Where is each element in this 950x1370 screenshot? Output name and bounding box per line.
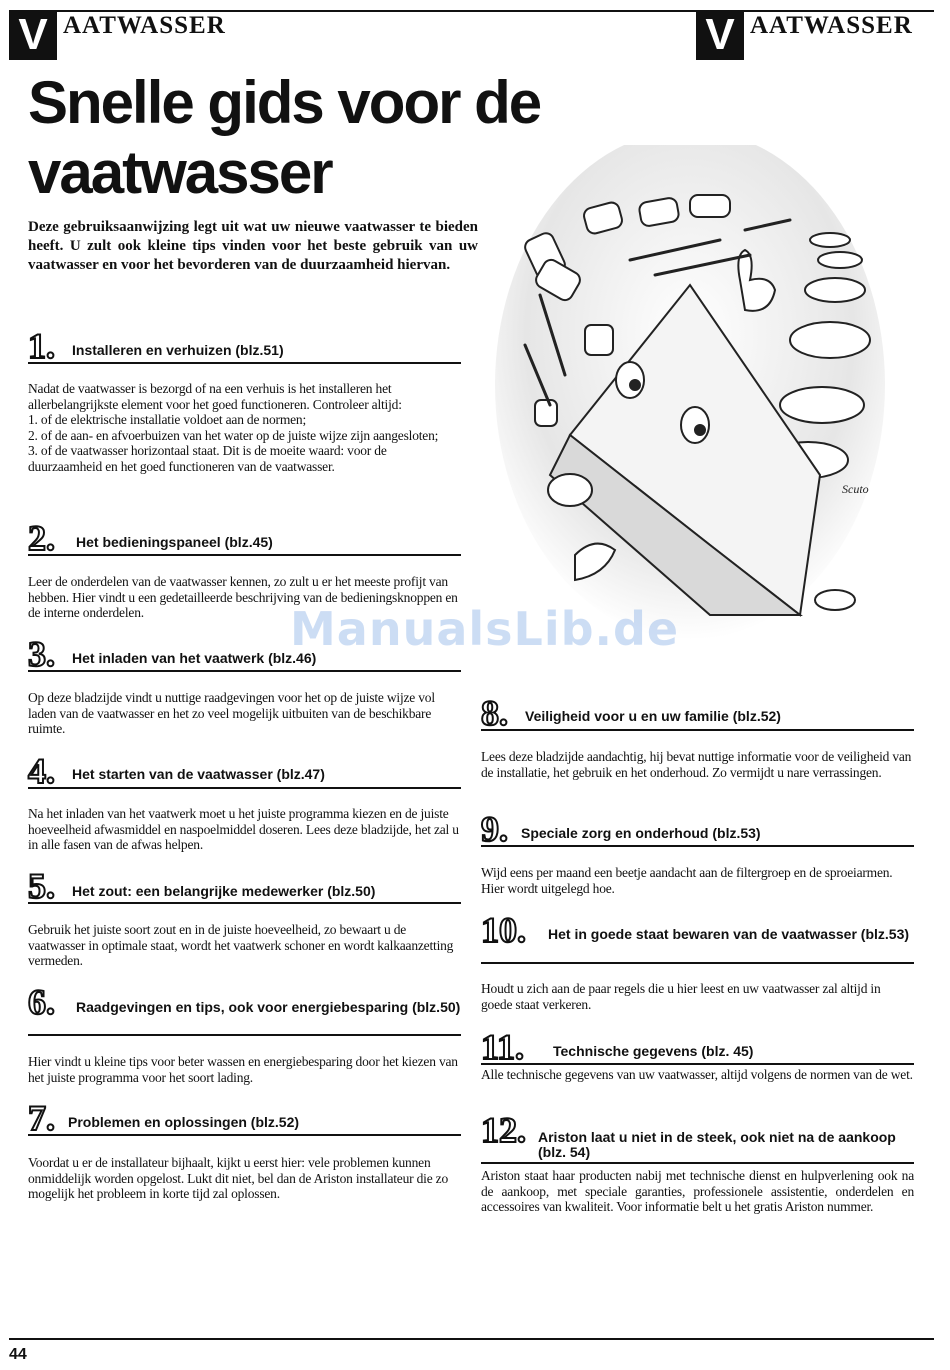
section-10-body: Houdt u zich aan de paar regels die u hier leest en uw vaatwasser zal altijd in goede staat verkeren. bbox=[481, 981, 881, 1012]
section-8-body: Lees deze bladzijde aandachtig, hij bevat nuttige informatie voor de veiligheid van de installatie, het gebruik en het onderhoud. Zo vermijdt u nare verrassingen. bbox=[481, 749, 912, 780]
section-3-title: Het inladen van het vaatwerk (blz.46) bbox=[72, 650, 317, 666]
section-3-body: Op deze bladzijde vindt u nuttige raadgevingen voor het op de juiste wijze vol laden van de vaatwasser en het zo veel mogelijk uitbuiten van de beschikbare ruimte. bbox=[28, 690, 435, 736]
section-4-body: Na het inladen van het vaatwerk moet u het juiste programma kiezen en de juiste hoeveelheid afwasmiddel en naspoelmiddel doseren. Lees deze bladzijde, het zal u in alle fasen van de afwas helpen. bbox=[28, 806, 459, 852]
section-2-number: 2. bbox=[28, 518, 55, 558]
section-11-body: Alle technische gegevens van uw vaatwasser, altijd volgens de normen van de wet. bbox=[481, 1067, 913, 1082]
header-letter-left: V bbox=[9, 10, 57, 60]
page-title-line2: vaatwasser bbox=[28, 139, 332, 206]
section-5-body: Gebruik het juiste soort zout en in de juiste hoeveelheid, zo bewaart u de vaatwasser in optimale staat, wordt het vaatwerk schoner en wordt kalkaanzetting vermeden. bbox=[28, 922, 454, 968]
section-2-body: Leer de onderdelen van de vaatwasser kennen, zo zult u er het meeste profijt van hebben. Hier vindt u een gedetailleerde beschrijving van de bedieningsknoppen en de interne onderdelen. bbox=[28, 574, 458, 620]
section-6-number: 6. bbox=[28, 982, 55, 1022]
section-2-title: Het bedieningspaneel (blz.45) bbox=[76, 534, 273, 550]
section-4-heading bbox=[28, 751, 461, 789]
header-text-left: AATWASSER bbox=[63, 12, 226, 39]
intro-paragraph: Deze gebruiksaanwijzing legt uit wat uw nieuwe vaatwasser te bieden heeft. U zult ook kleine tips vinden voor het beste gebruik van uw vaatwasser en voor het bevorderen van de duurzaamheid hiervan. bbox=[28, 219, 478, 273]
section-5-title: Het zout: een belangrijke medewerker (blz.50) bbox=[72, 883, 376, 899]
section-9-title: Speciale zorg en onderhoud (blz.53) bbox=[521, 825, 761, 841]
page-number: 44 bbox=[9, 1346, 27, 1363]
section-8-title: Veiligheid voor u en uw familie (blz.52) bbox=[525, 708, 781, 724]
bottom-rule bbox=[9, 1338, 934, 1340]
section-1-title: Installeren en verhuizen (blz.51) bbox=[72, 342, 284, 358]
section-2-heading bbox=[28, 518, 461, 556]
watermark: ManualsLib.de bbox=[290, 602, 680, 656]
header-letter-right: V bbox=[696, 10, 744, 60]
section-10-heading bbox=[481, 910, 914, 964]
section-11-number: 11. bbox=[481, 1027, 525, 1067]
section-7-heading bbox=[28, 1098, 461, 1136]
section-10-title: Het in goede staat bewaren van de vaatwasser (blz.53) bbox=[548, 926, 910, 942]
section-1-body: Nadat de vaatwasser is bezorgd of na een verhuis is het installeren het allerbelangrijkste element voor het goed functioneren. Controleer altijd: 1. of de elektrische installatie voldoet aan de normen; 2. of de aan- en afvoerbuizen van het water op de juiste wijze zijn aangesloten; 3. of de vaatwasser horizontaal staat. Dit is de moeite waard: voor de duurzaamheid en het goed functioneren van de vaatwasser. bbox=[28, 381, 439, 474]
section-6-heading bbox=[28, 982, 461, 1036]
section-5-heading bbox=[28, 866, 461, 904]
section-6-body: Hier vindt u kleine tips voor beter wassen en energiebesparing door het kiezen van het juiste programma voor het soort lading. bbox=[28, 1054, 458, 1085]
section-3-heading bbox=[28, 634, 461, 672]
section-1-heading bbox=[28, 326, 461, 364]
illustration-signature: Scuto bbox=[842, 482, 869, 496]
section-7-number: 7. bbox=[28, 1098, 55, 1138]
section-4-number: 4. bbox=[28, 751, 55, 791]
header-text-right: AATWASSER bbox=[750, 12, 913, 39]
section-9-heading bbox=[481, 809, 914, 847]
section-8-number: 8. bbox=[481, 693, 508, 733]
section-12-body: Ariston staat haar producten nabij met technische dienst en hulpverlening ook na de aankoop, met speciale garanties, professionele assistentie, onderdelen en accessoires van kwaliteit. Voor informatie belt u het gratis Ariston nummer. bbox=[481, 1168, 914, 1214]
section-6-title: Raadgevingen en tips, ook voor energiebesparing (blz.50) bbox=[76, 999, 461, 1015]
section-9-number: 9. bbox=[481, 809, 508, 849]
section-10-number: 10. bbox=[481, 910, 526, 950]
section-5-number: 5. bbox=[28, 866, 55, 906]
page-title-line1: Snelle gids voor de bbox=[28, 69, 541, 136]
section-12-number: 12. bbox=[481, 1110, 526, 1150]
section-8-heading bbox=[481, 693, 914, 731]
dishwasher-illustration bbox=[490, 145, 890, 665]
section-9-body: Wijd eens per maand een beetje aandacht aan de filtergroep en de sproeiarmen. Hier wordt uitgelegd hoe. bbox=[481, 865, 893, 896]
section-11-title: Technische gegevens (blz. 45) bbox=[553, 1043, 754, 1059]
section-12-title: Ariston laat u niet in de steek, ook niet na de aankoop (blz. 54) bbox=[538, 1129, 896, 1160]
section-7-body: Voordat u er de installateur bijhaalt, kijkt u eerst hier: vele problemen kunnen onmiddelijk worden opgelost. Lukt dit niet, bel dan de Ariston installateur die zo mogelijk het probleem in korte tijd zal oplossen. bbox=[28, 1155, 449, 1201]
section-12-heading bbox=[481, 1112, 914, 1164]
section-4-title: Het starten van de vaatwasser (blz.47) bbox=[72, 766, 325, 782]
section-3-number: 3. bbox=[28, 634, 55, 674]
section-7-title: Problemen en oplossingen (blz.52) bbox=[68, 1114, 300, 1130]
section-1-number: 1. bbox=[28, 326, 55, 366]
section-11-heading bbox=[481, 1027, 914, 1065]
